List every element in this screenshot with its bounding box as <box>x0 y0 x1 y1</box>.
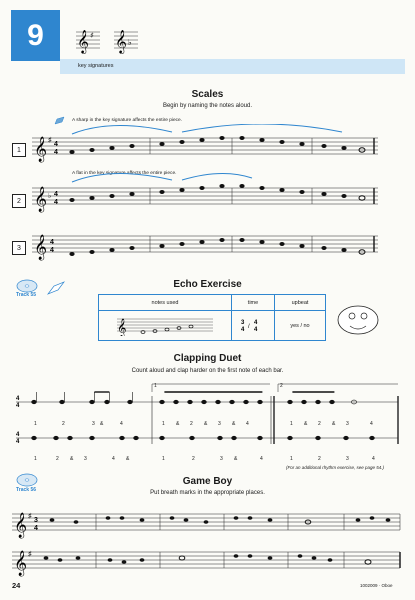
svg-text:3: 3 <box>34 517 38 524</box>
svg-text:𝄞: 𝄞 <box>117 317 127 336</box>
gameboy-subtitle: Put breath marks in the appropriate places. <box>150 490 265 496</box>
echo-header-upbeat: upbeat <box>275 295 326 311</box>
scales-notation <box>32 124 382 264</box>
svg-text:𝄞: 𝄞 <box>34 137 48 162</box>
svg-text:𝄞: 𝄞 <box>34 235 48 260</box>
exercise-number-2: 2 <box>12 194 26 208</box>
svg-text:𝄞: 𝄞 <box>115 29 127 53</box>
key-signature-examples <box>74 26 154 56</box>
svg-text:𝄞: 𝄞 <box>77 29 89 53</box>
svg-text:♯: ♯ <box>48 137 52 144</box>
gameboy-notation <box>12 500 404 580</box>
svg-text:4: 4 <box>50 247 54 254</box>
svg-text:4: 4 <box>54 191 58 198</box>
echo-time-cell <box>232 311 275 341</box>
exercise-number-3: 3 <box>12 241 26 255</box>
scales-note-1: A sharp in the key signature affects the entire piece. <box>72 118 183 123</box>
clapping-subtitle: Count aloud and clap harder on the first note of each bar. <box>131 368 284 374</box>
staff-2 <box>32 188 378 204</box>
svg-text:4: 4 <box>254 319 258 326</box>
svg-text:4: 4 <box>16 439 20 445</box>
gameboy-title: Game Boy <box>182 476 233 487</box>
echo-upbeat-cell: yes / no <box>275 311 326 341</box>
svg-text:𝄞: 𝄞 <box>14 551 28 576</box>
echo-title: Echo Exercise <box>173 279 242 290</box>
time-signature-options <box>238 315 268 335</box>
first-ending: 1 <box>154 383 157 389</box>
echo-header-notes: notes used <box>99 295 232 311</box>
svg-text:4: 4 <box>54 141 58 148</box>
section-label: key signatures <box>78 63 114 69</box>
notes-used-staff <box>115 314 215 336</box>
lesson-number-badge <box>11 10 60 61</box>
svg-text:4: 4 <box>54 199 58 206</box>
svg-text:♯: ♯ <box>28 551 32 558</box>
svg-text:♭: ♭ <box>48 193 52 200</box>
track-56-label: Track 56 <box>16 487 37 493</box>
svg-text:4: 4 <box>16 432 20 438</box>
second-ending: 2 <box>280 383 283 389</box>
section-label-bar <box>60 59 405 74</box>
scales-note-2: A flat in the key signature affects the entire piece. <box>72 171 177 176</box>
svg-text:𝄞: 𝄞 <box>14 513 28 538</box>
page-number: 24 <box>12 581 21 590</box>
echo-table <box>98 294 326 341</box>
svg-text:4: 4 <box>254 326 258 333</box>
svg-text:♭: ♭ <box>128 38 132 47</box>
svg-text:3: 3 <box>241 319 245 326</box>
lesson-number: 9 <box>27 18 44 52</box>
svg-text:4: 4 <box>34 525 38 532</box>
echo-notes-cell <box>99 311 232 341</box>
clapping-footnote: (For an additional rhythm exercise, see page 54.) <box>286 465 385 470</box>
echo-header-time: time <box>232 295 275 311</box>
scales-subtitle: Begin by naming the notes aloud. <box>162 103 253 109</box>
exercise-number-1: 1 <box>12 143 26 157</box>
cartoon-illustration <box>332 294 388 342</box>
svg-text:/: / <box>248 323 250 330</box>
svg-text:4: 4 <box>16 396 20 402</box>
book-code: 1002009 · Oboe <box>360 583 393 588</box>
track-55-label: Track 55 <box>16 292 37 298</box>
svg-text:𝄞: 𝄞 <box>34 187 48 212</box>
svg-text:♯: ♯ <box>28 513 32 520</box>
svg-text:4: 4 <box>50 239 54 246</box>
svg-text:4: 4 <box>16 403 20 409</box>
svg-text:4: 4 <box>54 149 58 156</box>
svg-text:♯: ♯ <box>90 31 94 40</box>
clapping-title: Clapping Duet <box>173 353 242 364</box>
staff-3 <box>32 236 378 252</box>
svg-text:4: 4 <box>241 326 245 333</box>
scales-title: Scales <box>191 89 224 100</box>
